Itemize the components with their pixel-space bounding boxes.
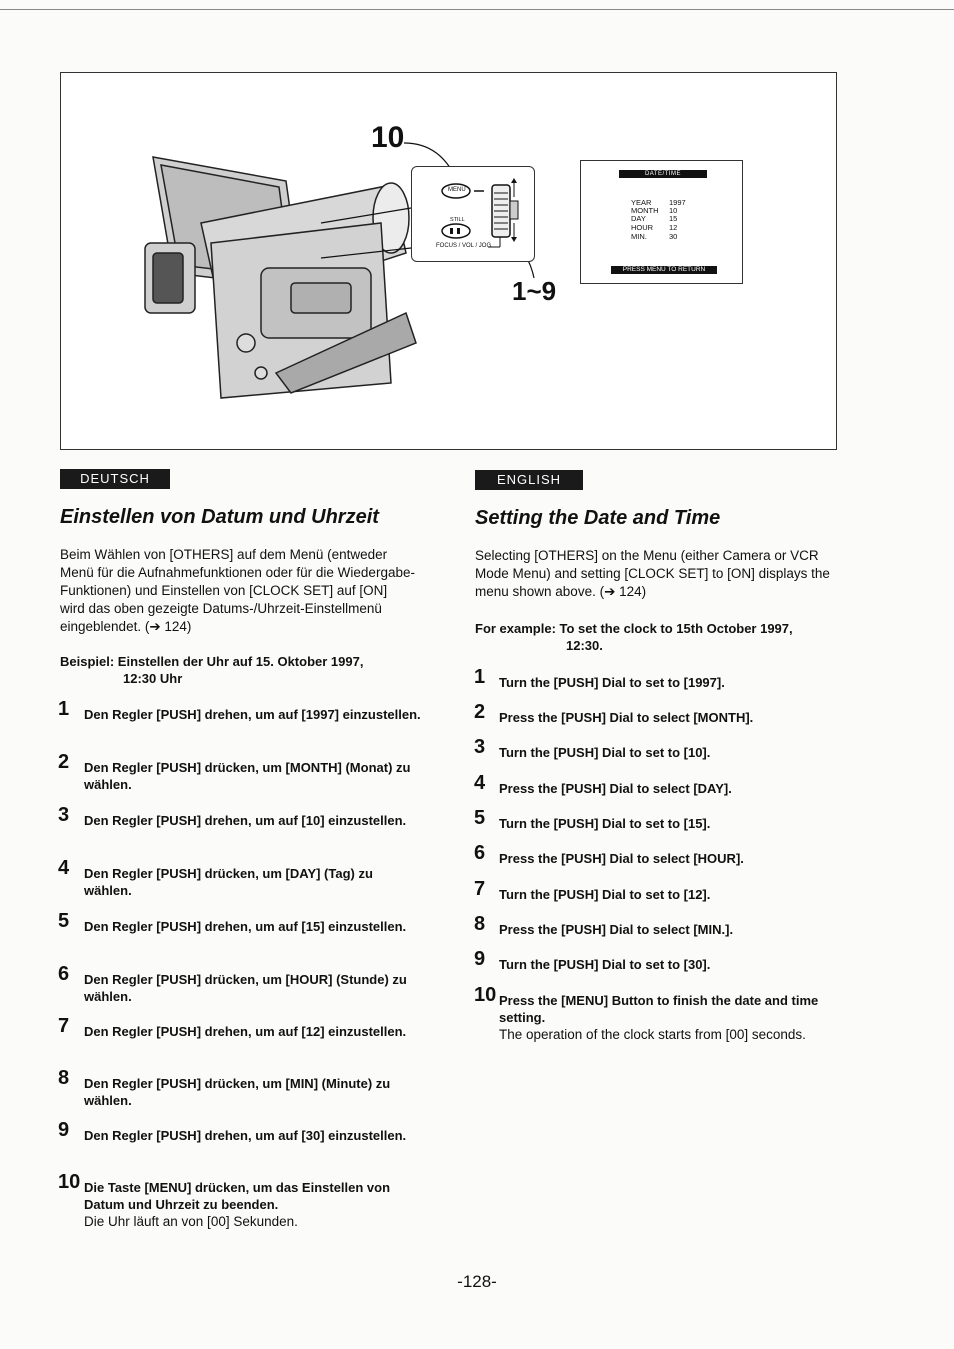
de-step-3: 3 Den Regler [PUSH] drehen, um auf [10] einzustellen. bbox=[58, 804, 407, 828]
lang-badge-english: ENGLISH bbox=[475, 470, 583, 490]
en-example-line2: 12:30. bbox=[566, 638, 603, 653]
menu-row-hour: HOUR 12 bbox=[631, 223, 678, 232]
de-step-2: 2 Den Regler [PUSH] drücken, um [MONTH] (Monat) zu wählen. bbox=[58, 751, 411, 792]
en-step-3: 3 Turn the [PUSH] Dial to set to [10]. bbox=[474, 736, 711, 760]
de-intro-paragraph: Beim Wählen von [OTHERS] auf dem Menü (entweder Menü für die Aufnahmefunktionen oder für die Wiedergabe-Funktionen) und Einstellen von [CLOCK SET] auf [ON] wird das oben gezeigte Datums-/Uhrzeit-Einstellmenü eingeblendet. (➔ 124) bbox=[60, 547, 415, 634]
de-example-line2: 12:30 Uhr bbox=[123, 671, 183, 686]
de-step-7: 7 Den Regler [PUSH] drehen, um auf [12] einzustellen. bbox=[58, 1015, 407, 1039]
date-time-menu-screen bbox=[580, 160, 743, 284]
still-button-label: STILL bbox=[450, 217, 465, 223]
de-page-title: Einstellen von Datum und Uhrzeit bbox=[60, 506, 379, 528]
en-step-5: 5 Turn the [PUSH] Dial to set to [15]. bbox=[474, 807, 711, 831]
en-step-2: 2 Press the [PUSH] Dial to select [MONTH]. bbox=[474, 701, 754, 725]
menu-screen-title: DATE/TIME bbox=[619, 170, 707, 178]
en-page-title: Setting the Date and Time bbox=[475, 507, 721, 529]
de-step-8: 8 Den Regler [PUSH] drücken, um [MIN] (Minute) zu wählen. bbox=[58, 1067, 391, 1108]
de-step-1: 1 Den Regler [PUSH] drehen, um auf [1997] einzustellen. bbox=[58, 698, 421, 722]
camcorder-figure bbox=[60, 72, 837, 450]
de-step-9: 9 Den Regler [PUSH] drehen, um auf [30] einzustellen. bbox=[58, 1119, 407, 1143]
de-step-5: 5 Den Regler [PUSH] drehen, um auf [15] einzustellen. bbox=[58, 910, 407, 934]
en-intro-paragraph: Selecting [OTHERS] on the Menu (either Camera or VCR Mode Menu) and setting [CLOCK SET] to [ON] displays the menu shown above. (➔ 124) bbox=[475, 548, 830, 599]
lang-badge-deutsch: DEUTSCH bbox=[60, 469, 170, 489]
en-example-line1: For example: To set the clock to 15th October 1997, bbox=[475, 621, 793, 636]
page-number: -128- bbox=[457, 1272, 497, 1291]
menu-button-label: MENU bbox=[448, 187, 466, 193]
en-step-7: 7 Turn the [PUSH] Dial to set to [12]. bbox=[474, 878, 711, 902]
en-step-8: 8 Press the [PUSH] Dial to select [MIN.]. bbox=[474, 913, 734, 937]
top-rule bbox=[0, 9, 954, 10]
de-step-10: 10 Die Taste [MENU] drücken, um das Einstellen von Datum und Uhrzeit zu beenden. Die Uhr läuft an von [00] Sekunden. bbox=[58, 1171, 391, 1229]
callout-label-10: 10 bbox=[371, 121, 405, 154]
menu-row-year: YEAR 1997 bbox=[631, 198, 686, 207]
de-step-4: 4 Den Regler [PUSH] drücken, um [DAY] (Tag) zu wählen. bbox=[58, 857, 373, 898]
en-step-10: 10 Press the [MENU] Button to finish the date and time setting. The operation of the clock starts from [00] seconds. bbox=[474, 984, 819, 1042]
de-example-line1: Beispiel: Einstellen der Uhr auf 15. Oktober 1997, bbox=[60, 654, 364, 669]
menu-row-day: DAY 15 bbox=[631, 214, 678, 223]
focus-dial-label: FOCUS / VOL / JOG bbox=[436, 243, 492, 249]
en-step-6: 6 Press the [PUSH] Dial to select [HOUR]. bbox=[474, 842, 744, 866]
en-step-9: 9 Turn the [PUSH] Dial to set to [30]. bbox=[474, 948, 711, 972]
menu-screen-return: PRESS MENU TO RETURN bbox=[611, 266, 717, 274]
callout-label-1-9: 1~9 bbox=[512, 276, 557, 306]
menu-row-min: MIN. 30 bbox=[631, 232, 678, 241]
en-step-1: 1 Turn the [PUSH] Dial to set to [1997]. bbox=[474, 666, 725, 690]
menu-row-month: MONTH 10 bbox=[631, 206, 678, 215]
de-step-6: 6 Den Regler [PUSH] drücken, um [HOUR] (Stunde) zu wählen. bbox=[58, 963, 407, 1004]
controls-inset bbox=[411, 166, 535, 262]
en-step-4: 4 Press the [PUSH] Dial to select [DAY]. bbox=[474, 772, 732, 796]
